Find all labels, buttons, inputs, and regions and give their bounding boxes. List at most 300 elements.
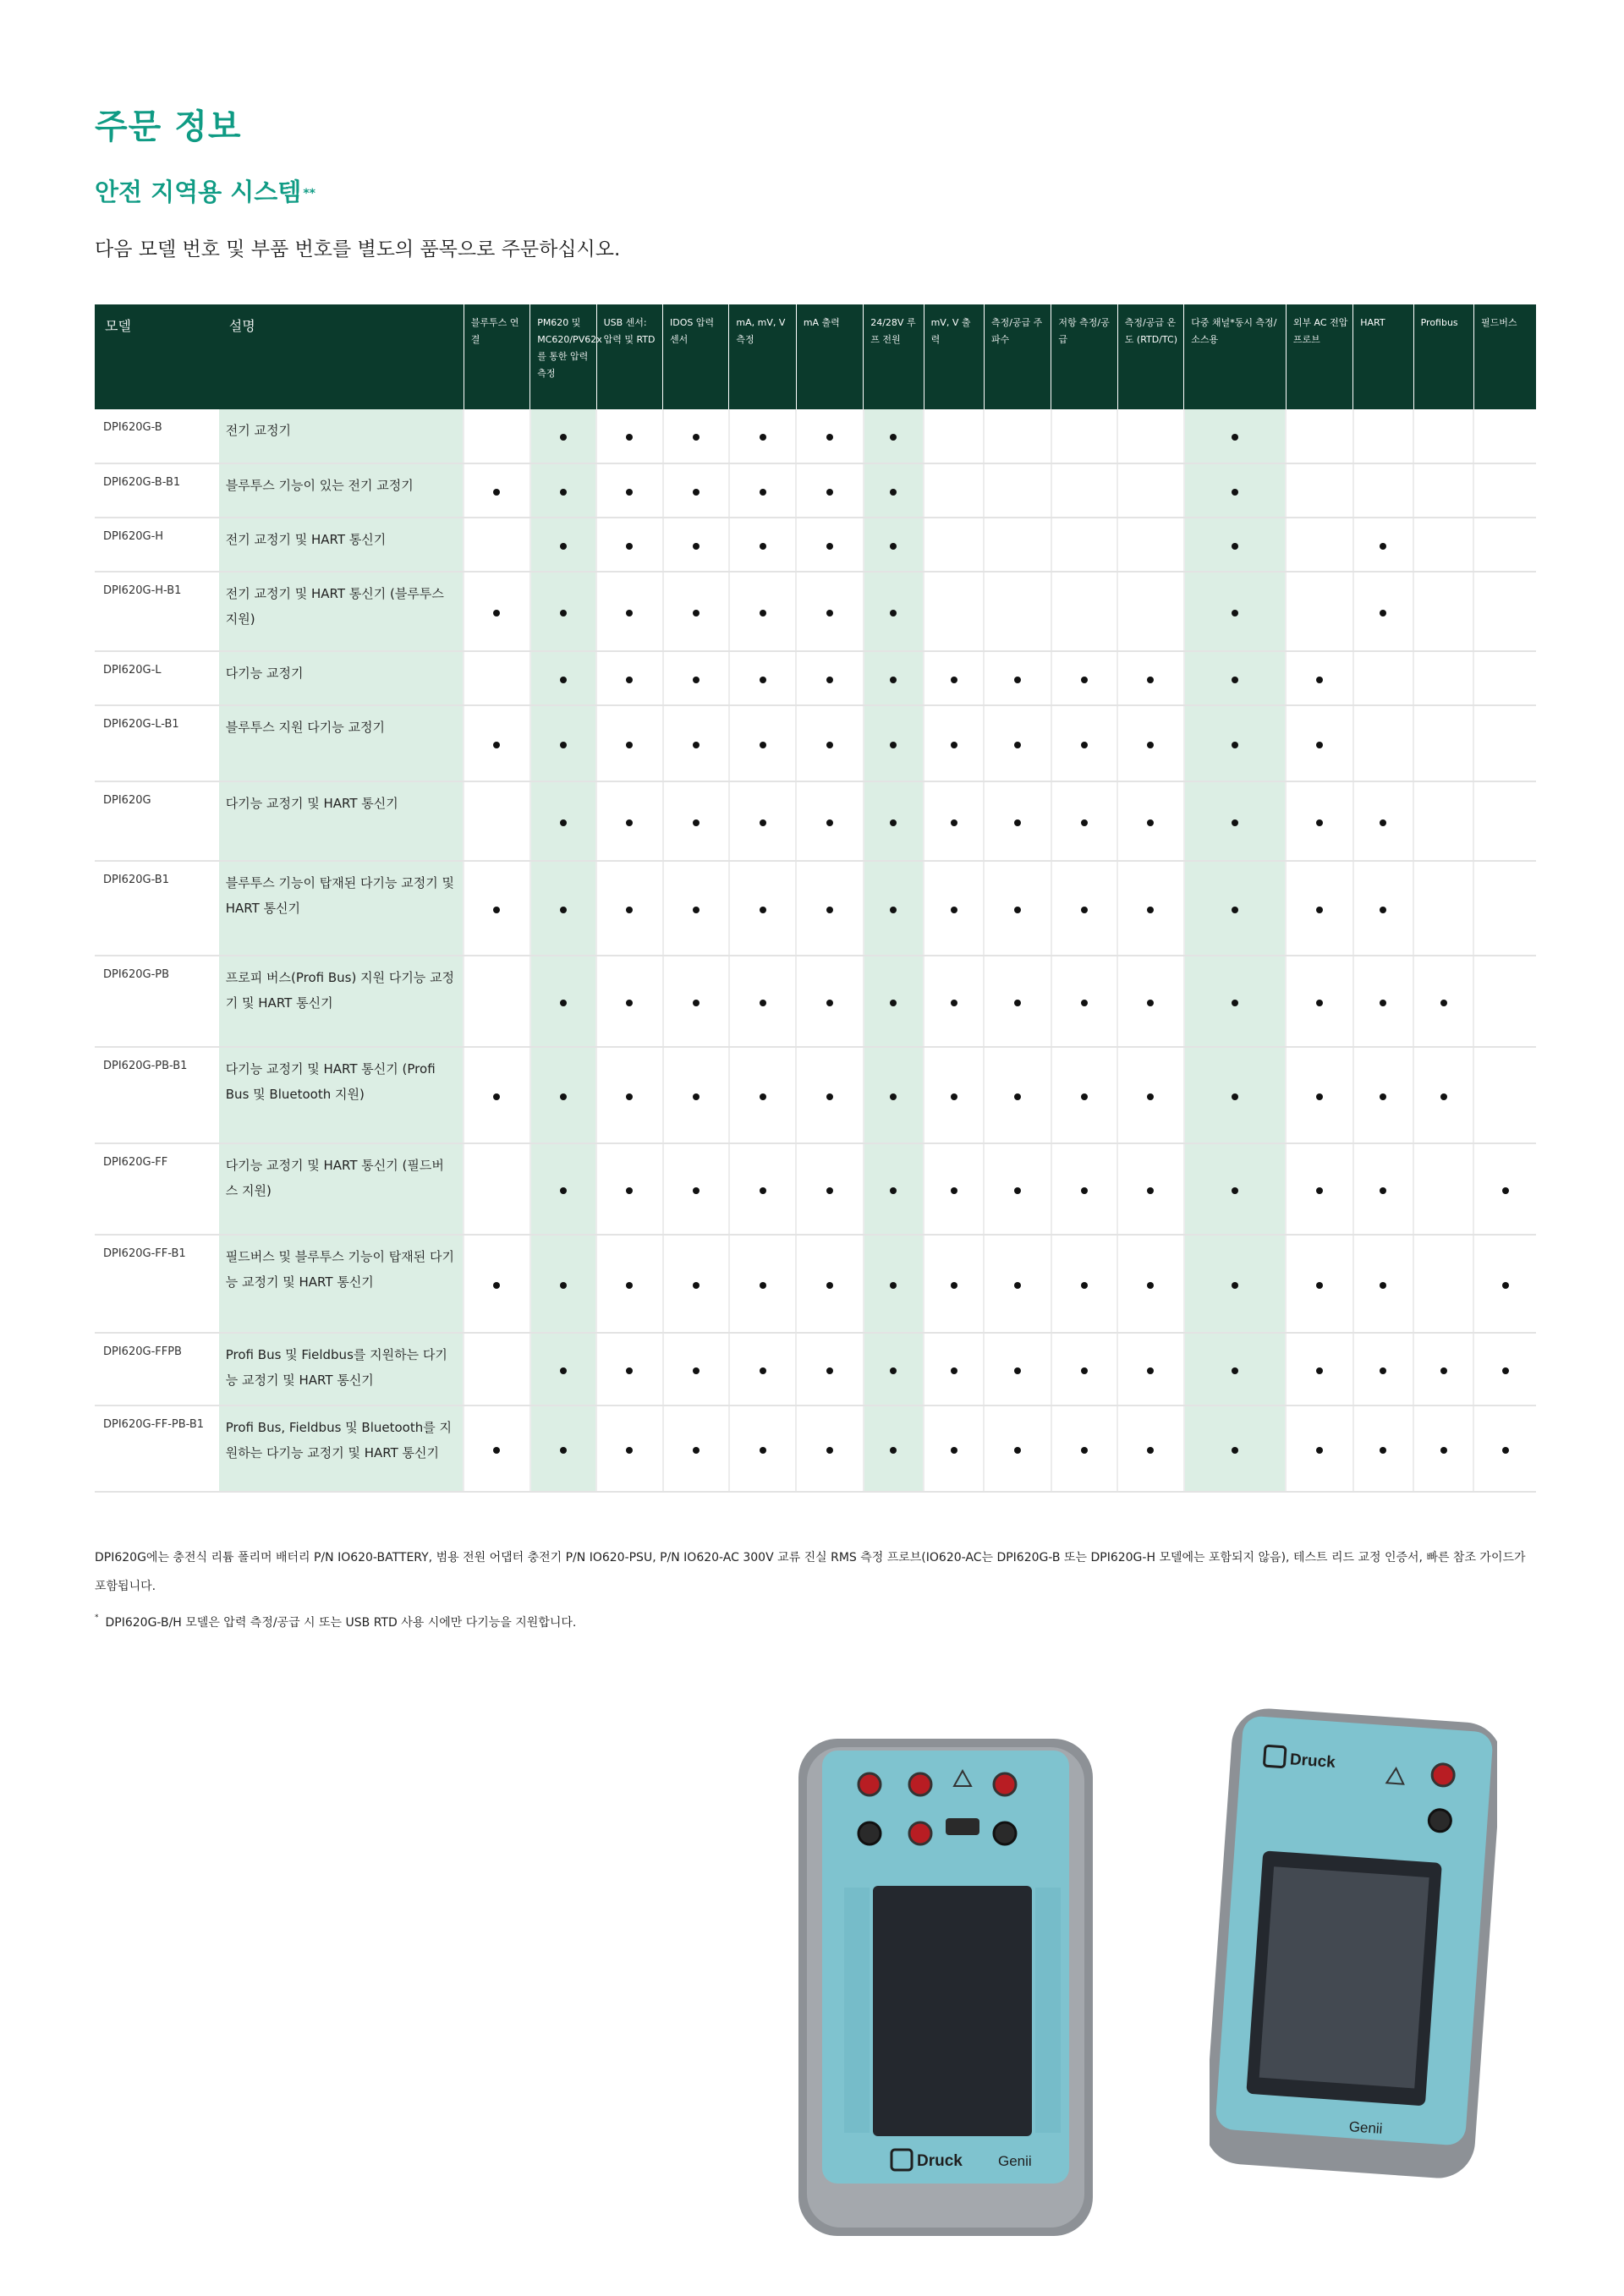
supported-dot-icon [560,1000,567,1006]
feature-cell [1184,1406,1287,1492]
feature-cell [1353,781,1413,861]
dot-pattern-right [1035,1888,1061,2133]
feature-cell [1353,861,1413,956]
supported-dot-icon [1380,610,1386,616]
feature-cell [864,1047,924,1143]
feature-cell [796,861,863,956]
feature-cell [663,651,729,705]
feature-cell [984,781,1051,861]
supported-dot-icon [560,434,567,441]
feature-cell [1286,518,1352,572]
supported-dot-icon [1014,1367,1021,1374]
table-row [95,781,1536,861]
supported-dot-icon [1232,489,1238,496]
feature-cell [1051,861,1117,956]
feature-cell [596,956,662,1047]
feature-cell [530,705,596,781]
supported-dot-icon [626,819,633,826]
feature-cell [663,861,729,956]
feature-cell [1286,705,1352,781]
supported-dot-icon [1316,742,1323,748]
red-terminal-icon [909,1773,931,1795]
table-row [95,861,1536,956]
supported-dot-icon [1440,1000,1447,1006]
footnote-text: DPI620G에는 충전식 리튬 폴리머 배터리 P/N IO620-BATTERY, 범용 전원 어댑터 충전기 P/N IO620-PSU, P/N IO620-AC 300V 교류 진실 RMS 측정 프로브(IO620-AC는 DPI620G-B 또는 DPI620G-H 모델에는 포함되지 않음), 테스트 리드 교정 인증서, 빠른 참조 가이드가 포함됩니다. [95,1551,1526,1593]
description-cell: 전기 교정기 및 HART 통신기 (블루투스 지원) [219,572,464,651]
supported-dot-icon [890,1282,897,1289]
brand-text: Druck [1289,1751,1336,1772]
feature-cell [1117,1143,1183,1235]
supported-dot-icon [560,489,567,496]
header-feature-13: HART [1353,304,1413,409]
table-row [95,518,1536,572]
feature-cell [796,781,863,861]
supported-dot-icon [1380,1187,1386,1194]
feature-cell [596,781,662,861]
feature-cell [1184,651,1287,705]
supported-dot-icon [1316,677,1323,683]
supported-dot-icon [951,742,957,748]
supported-dot-icon [760,1447,766,1454]
supported-dot-icon [760,1187,766,1194]
table-row [95,1333,1536,1406]
feature-cell [1413,1333,1473,1406]
feature-cell [1117,705,1183,781]
supported-dot-icon [1440,1093,1447,1100]
note-text: DPI620G-B/H 모델은 압력 측정/공급 시 또는 USB RTD 사용 시에만 다기능을 지원합니다. [105,1616,577,1630]
supported-dot-icon [626,742,633,748]
feature-cell [924,956,984,1047]
feature-cell [924,572,984,651]
supported-dot-icon [890,1000,897,1006]
supported-dot-icon [626,434,633,441]
feature-cell [1117,651,1183,705]
model-cell: DPI620G-PB [95,956,219,1047]
feature-cell [924,1333,984,1406]
feature-cell [1117,463,1183,518]
supported-dot-icon [1014,1447,1021,1454]
supported-dot-icon [826,742,833,748]
feature-cell [984,1047,1051,1143]
supported-dot-icon [693,543,700,550]
feature-cell [1117,1235,1183,1333]
header-feature-4: mA, mV, V 측정 [729,304,796,409]
feature-cell [530,781,596,861]
feature-cell [864,409,924,463]
feature-cell [464,956,529,1047]
feature-cell [796,1047,863,1143]
supported-dot-icon [760,819,766,826]
supported-dot-icon [1232,1367,1238,1374]
feature-cell [596,1333,662,1406]
supported-dot-icon [1380,1282,1386,1289]
supported-dot-icon [1232,1282,1238,1289]
feature-cell [984,861,1051,956]
feature-cell [1413,651,1473,705]
feature-cell [663,1235,729,1333]
feature-cell [729,572,796,651]
supported-dot-icon [693,1187,700,1194]
supported-dot-icon [826,1367,833,1374]
supported-dot-icon [626,610,633,616]
supported-dot-icon [760,1093,766,1100]
description-cell: 전기 교정기 [219,409,464,463]
supported-dot-icon [626,1282,633,1289]
feature-cell [596,1047,662,1143]
feature-cell [663,409,729,463]
red-terminal-icon [909,1822,931,1844]
order-table [95,304,1536,1493]
feature-cell [464,1047,529,1143]
feature-cell [663,1333,729,1406]
feature-cell [864,1333,924,1406]
supported-dot-icon [493,1447,500,1454]
feature-cell [1353,463,1413,518]
feature-cell [530,1235,596,1333]
supported-dot-icon [826,1282,833,1289]
feature-cell [924,463,984,518]
feature-cell [1286,572,1352,651]
feature-cell [1117,1333,1183,1406]
supported-dot-icon [890,543,897,550]
model-cell: DPI620G-FF-PB-B1 [95,1406,219,1492]
supported-dot-icon [560,1093,567,1100]
description-cell: 다기능 교정기 [219,651,464,705]
feature-cell [663,1406,729,1492]
feature-cell [596,705,662,781]
feature-cell [1051,1406,1117,1492]
supported-dot-icon [1081,1447,1088,1454]
table-row [95,1235,1536,1333]
feature-cell [864,463,924,518]
supported-dot-icon [626,489,633,496]
supported-dot-icon [826,819,833,826]
supported-dot-icon [560,1367,567,1374]
feature-cell [1184,956,1287,1047]
black-terminal-icon [1429,1809,1452,1833]
feature-cell [1473,781,1536,861]
feature-cell [530,463,596,518]
feature-cell [1184,1235,1287,1333]
feature-cell [796,572,863,651]
feature-cell [530,861,596,956]
supported-dot-icon [1440,1367,1447,1374]
header-description: 설명 [219,304,464,409]
feature-cell [464,861,529,956]
feature-cell [864,572,924,651]
description-cell: 블루투스 기능이 있는 전기 교정기 [219,463,464,518]
feature-cell [1184,1143,1287,1235]
supported-dot-icon [1232,677,1238,683]
feature-cell [530,572,596,651]
supported-dot-icon [890,610,897,616]
feature-cell [1286,463,1352,518]
feature-cell [864,518,924,572]
feature-cell [1353,1143,1413,1235]
feature-cell [864,705,924,781]
page-title: 주문 정보 [95,107,242,146]
feature-cell [1353,705,1413,781]
supported-dot-icon [890,1447,897,1454]
table-row [95,1143,1536,1235]
supported-dot-icon [890,489,897,496]
feature-cell [1353,572,1413,651]
feature-cell [1286,1047,1352,1143]
feature-cell [796,518,863,572]
supported-dot-icon [493,742,500,748]
feature-cell [663,572,729,651]
subtitle-text: 안전 지역용 시스템 [95,178,302,206]
supported-dot-icon [693,1093,700,1100]
supported-dot-icon [693,434,700,441]
feature-cell [1051,1333,1117,1406]
supported-dot-icon [1502,1187,1509,1194]
feature-cell [530,956,596,1047]
feature-cell [1473,409,1536,463]
supported-dot-icon [1232,742,1238,748]
feature-cell [984,518,1051,572]
table-row [95,1047,1536,1143]
feature-cell [924,1143,984,1235]
supported-dot-icon [826,610,833,616]
supported-dot-icon [826,489,833,496]
feature-cell [984,1235,1051,1333]
feature-cell [924,651,984,705]
feature-cell [1353,1047,1413,1143]
feature-cell [596,1406,662,1492]
supported-dot-icon [826,1000,833,1006]
supported-dot-icon [760,1282,766,1289]
supported-dot-icon [1316,1187,1323,1194]
supported-dot-icon [693,1282,700,1289]
feature-cell [1473,1047,1536,1143]
supported-dot-icon [1316,1093,1323,1100]
feature-cell [1184,409,1287,463]
feature-cell [596,409,662,463]
feature-cell [1117,518,1183,572]
header-feature-9: 저항 측정/공급 [1051,304,1117,409]
supported-dot-icon [1081,742,1088,748]
model-cell: DPI620G-B-B1 [95,463,219,518]
supported-dot-icon [1081,1000,1088,1006]
feature-cell [1051,518,1117,572]
supported-dot-icon [1014,819,1021,826]
feature-cell [1117,409,1183,463]
section-subtitle [95,173,315,208]
feature-cell [1353,1235,1413,1333]
supported-dot-icon [951,1093,957,1100]
supported-dot-icon [760,907,766,913]
feature-cell [1473,705,1536,781]
device-screen [873,1886,1032,2136]
supported-dot-icon [1232,434,1238,441]
feature-cell [1413,1047,1473,1143]
supported-dot-icon [1014,677,1021,683]
model-cell: DPI620G [95,781,219,861]
supported-dot-icon [890,819,897,826]
feature-cell [663,705,729,781]
subtitle-footnote-mark: ** [303,187,315,200]
supported-dot-icon [1147,742,1154,748]
feature-cell [1413,1235,1473,1333]
feature-cell [1473,1235,1536,1333]
supported-dot-icon [1232,1447,1238,1454]
feature-cell [530,409,596,463]
calibrator-side-image [1210,1707,1497,2180]
description-cell: 블루투스 지원 다기능 교정기 [219,705,464,781]
description-cell: Profi Bus 및 Fieldbus를 지원하는 다기능 교정기 및 HART 통신기 [219,1333,464,1406]
feature-cell [1286,861,1352,956]
supported-dot-icon [493,1282,500,1289]
header-feature-1: PM620 및 MC620/PV62x를 통한 압력 측정 [530,304,596,409]
black-terminal-icon [859,1822,881,1844]
header-feature-15: 필드버스 [1473,304,1536,409]
supported-dot-icon [760,742,766,748]
feature-cell [464,781,529,861]
feature-cell [864,1406,924,1492]
model-cell: DPI620G-H [95,518,219,572]
feature-cell [1353,651,1413,705]
supported-dot-icon [1147,1000,1154,1006]
feature-cell [864,1143,924,1235]
feature-cell [1184,861,1287,956]
product-text: Genii [998,2153,1032,2169]
supported-dot-icon [1147,1447,1154,1454]
supported-dot-icon [1081,1282,1088,1289]
supported-dot-icon [760,610,766,616]
supported-dot-icon [1380,1093,1386,1100]
feature-cell [1473,956,1536,1047]
feature-cell [1184,705,1287,781]
description-cell: 전기 교정기 및 HART 통신기 [219,518,464,572]
feature-cell [1117,1406,1183,1492]
table-row [95,1406,1536,1492]
feature-cell [924,781,984,861]
table-row [95,705,1536,781]
feature-cell [464,1235,529,1333]
feature-cell [663,956,729,1047]
feature-cell [1473,518,1536,572]
supported-dot-icon [693,907,700,913]
feature-cell [596,1235,662,1333]
supported-dot-icon [1232,1187,1238,1194]
header-feature-6: 24/28V 루프 전원 [864,304,924,409]
feature-cell [530,1143,596,1235]
supported-dot-icon [1232,543,1238,550]
feature-cell [1051,956,1117,1047]
feature-cell [1473,1406,1536,1492]
model-cell: DPI620G-L [95,651,219,705]
feature-cell [984,1143,1051,1235]
description-cell: Profi Bus, Fieldbus 및 Bluetooth를 지원하는 다기능 교정기 및 HART 통신기 [219,1406,464,1492]
feature-cell [864,781,924,861]
supported-dot-icon [1014,1282,1021,1289]
model-cell: DPI620G-FF [95,1143,219,1235]
supported-dot-icon [1147,1367,1154,1374]
feature-cell [1286,781,1352,861]
feature-cell [1353,518,1413,572]
supported-dot-icon [560,907,567,913]
feature-cell [596,572,662,651]
description-cell: 필드버스 및 블루투스 기능이 탑재된 다기능 교정기 및 HART 통신기 [219,1235,464,1333]
feature-cell [1117,956,1183,1047]
feature-cell [1413,861,1473,956]
feature-cell [464,1143,529,1235]
header-row [95,304,1536,409]
brand-text: Druck [917,2152,963,2170]
supported-dot-icon [1147,1187,1154,1194]
feature-cell [1184,781,1287,861]
supported-dot-icon [1081,1367,1088,1374]
feature-cell [1413,956,1473,1047]
header-feature-5: mA 출력 [796,304,863,409]
feature-cell [530,651,596,705]
feature-cell [796,463,863,518]
header-feature-14: Profibus [1413,304,1473,409]
feature-cell [1286,651,1352,705]
supported-dot-icon [1014,1000,1021,1006]
feature-cell [1117,781,1183,861]
supported-dot-icon [760,543,766,550]
supported-dot-icon [1232,1093,1238,1100]
supported-dot-icon [760,434,766,441]
feature-cell [924,705,984,781]
feature-cell [729,1333,796,1406]
feature-cell [1413,409,1473,463]
feature-cell [1051,572,1117,651]
calibrator-front-image [793,1734,1098,2241]
dot-pattern-left [844,1888,870,2133]
feature-cell [1473,861,1536,956]
feature-cell [1473,463,1536,518]
supported-dot-icon [693,1447,700,1454]
supported-dot-icon [1380,543,1386,550]
supported-dot-icon [1147,677,1154,683]
supported-dot-icon [626,1367,633,1374]
feature-cell [596,518,662,572]
supported-dot-icon [560,1447,567,1454]
feature-cell [729,1143,796,1235]
feature-cell [729,1235,796,1333]
feature-cell [1413,518,1473,572]
feature-cell [796,1235,863,1333]
supported-dot-icon [1081,819,1088,826]
table-row [95,409,1536,463]
feature-cell [464,409,529,463]
supported-dot-icon [1232,1000,1238,1006]
feature-cell [1286,1333,1352,1406]
feature-cell [1286,1235,1352,1333]
feature-cell [1117,1047,1183,1143]
description-cell: 다기능 교정기 및 HART 통신기 (필드버스 지원) [219,1143,464,1235]
header-feature-10: 측정/공급 온도 (RTD/TC) [1117,304,1183,409]
red-terminal-icon [1431,1763,1455,1787]
header-feature-11: 다중 채널*동시 측정/소스용 [1184,304,1287,409]
feature-cell [1353,409,1413,463]
supported-dot-icon [693,1000,700,1006]
supported-dot-icon [890,1093,897,1100]
header-feature-3: IDOS 압력 센서 [663,304,729,409]
feature-cell [984,651,1051,705]
supported-dot-icon [951,1367,957,1374]
supported-dot-icon [951,1187,957,1194]
feature-cell [596,463,662,518]
feature-cell [924,518,984,572]
supported-dot-icon [1316,907,1323,913]
feature-cell [1117,861,1183,956]
supported-dot-icon [626,1093,633,1100]
intro-text: 다음 모델 번호 및 부품 번호를 별도의 품목으로 주문하십시오. [95,238,621,260]
